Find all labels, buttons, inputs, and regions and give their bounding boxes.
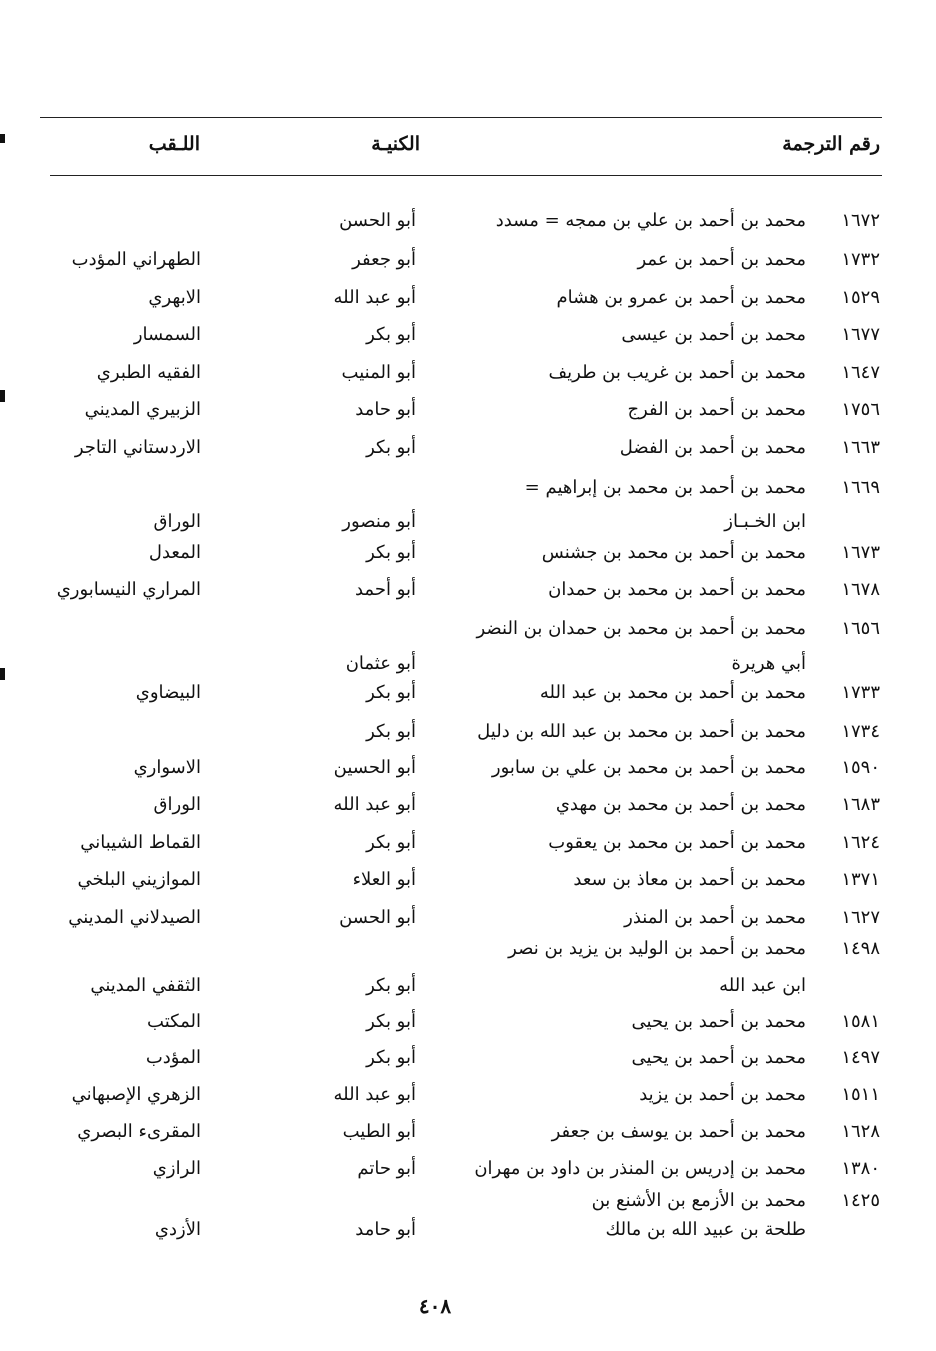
- entry-kunya: أبو الحسن: [339, 907, 416, 928]
- entry-kunya: أبو عثمان: [345, 653, 416, 674]
- entry-kunya: أبو أحمد: [354, 579, 416, 600]
- entry-name: ابن عبد الله: [719, 975, 806, 996]
- entry-laqab: البيضاوي: [135, 682, 201, 703]
- entry-laqab: المراري النيسابوري: [56, 579, 201, 600]
- column-header-kunya: الكنيـة: [371, 133, 420, 155]
- entry-name: محمد بن أحمد بن علي بن ممجه = مسدد: [495, 210, 806, 231]
- entry-name: محمد بن أحمد بن محمد بن حمدان: [548, 579, 806, 600]
- entry-number: ١٧٣٢: [841, 249, 880, 270]
- entry-name: محمد بن أحمد بن عيسى: [621, 324, 806, 345]
- entry-number: ١٥٩٠: [841, 757, 880, 778]
- entry-kunya: أبو بكر: [366, 542, 416, 563]
- entry-laqab: الأزدي: [154, 1219, 201, 1240]
- entry-laqab: الوراق: [153, 794, 201, 815]
- entry-number: ١٦٧٢: [841, 210, 880, 231]
- entry-number: ١٤٩٨: [841, 938, 880, 959]
- entry-laqab: المعدل: [148, 542, 201, 563]
- entry-number: ١٤٢٥: [841, 1190, 880, 1211]
- entry-number: ١٦٢٨: [841, 1121, 880, 1142]
- entry-laqab: الوراق: [153, 511, 201, 532]
- entry-name: ابن الخـبـاز: [724, 511, 806, 532]
- entry-laqab: المقرىء البصري: [77, 1121, 201, 1142]
- entry-laqab: الرازي: [152, 1158, 201, 1179]
- entry-name: محمد بن أحمد بن الفضل: [619, 437, 806, 458]
- entry-kunya: أبو حامد: [355, 1219, 416, 1240]
- entry-kunya: أبو بكر: [366, 682, 416, 703]
- entry-kunya: أبو حامد: [355, 399, 416, 420]
- entry-kunya: أبو بكر: [366, 721, 416, 742]
- entry-number: ١٧٣٤: [841, 721, 880, 742]
- entry-kunya: أبو عبد الله: [333, 287, 416, 308]
- entry-laqab: الزبيري المديني: [84, 399, 201, 420]
- entry-kunya: أبو بكر: [366, 437, 416, 458]
- scan-edge-mark: [0, 390, 5, 402]
- scan-edge-mark: [0, 134, 5, 143]
- entry-number: ١٣٨٠: [841, 1158, 880, 1179]
- entry-kunya: أبو بكر: [366, 1011, 416, 1032]
- entry-laqab: الموازيني البلخي: [77, 869, 201, 890]
- entry-kunya: أبو الطيب: [342, 1121, 416, 1142]
- entry-name: محمد بن أحمد بن محمد بن علي بن سابور: [491, 757, 806, 778]
- entry-name: طلحة بن عبيد الله بن مالك: [605, 1219, 806, 1240]
- entry-number: ١٤٩٧: [841, 1047, 880, 1068]
- entry-name: محمد بن أحمد بن محمد بن حمدان بن النضر: [476, 618, 806, 639]
- entry-laqab: الفقيه الطبري: [96, 362, 201, 383]
- entry-name: محمد بن أحمد بن يزيد: [639, 1084, 806, 1105]
- entry-laqab: السمسار: [133, 324, 201, 345]
- entry-name: محمد بن أحمد بن يحيى: [631, 1047, 806, 1068]
- entry-name: محمد بن أحمد بن محمد بن عبد الله: [539, 682, 806, 703]
- entry-kunya: أبو بكر: [366, 1047, 416, 1068]
- page-number: ٤٠٨: [418, 1294, 452, 1318]
- entry-kunya: أبو عبد الله: [333, 794, 416, 815]
- entry-laqab: الثقفي المديني: [90, 975, 201, 996]
- entry-number: ١٦٢٤: [841, 832, 880, 853]
- entry-kunya: أبو بكر: [366, 324, 416, 345]
- entry-number: ١٧٥٦: [841, 399, 880, 420]
- entry-number: ١٦٨٣: [841, 794, 880, 815]
- entry-number: ١٧٣٣: [841, 682, 880, 703]
- entry-number: ١٥٨١: [841, 1011, 880, 1032]
- entry-name: محمد بن الأزمع بن الأشنع بن: [591, 1190, 806, 1211]
- entry-name: محمد بن أحمد بن محمد بن جشنس: [541, 542, 806, 563]
- entry-name: محمد بن أحمد بن محمد بن عبد الله بن دليل: [477, 721, 806, 742]
- entry-name: محمد بن أحمد بن عمر: [637, 249, 806, 270]
- entry-name: أبي هريرة: [731, 653, 806, 674]
- entry-name: محمد بن أحمد بن يوسف بن جعفر: [551, 1121, 806, 1142]
- entry-kunya: أبو بكر: [366, 975, 416, 996]
- entry-laqab: المكتب: [147, 1011, 201, 1032]
- entry-name: محمد بن أحمد بن محمد بن مهدي: [555, 794, 806, 815]
- entry-number: ١٦٥٦: [841, 618, 880, 639]
- column-header-number: رقم الترجمة: [782, 133, 880, 155]
- entry-laqab: القماط الشيباني: [80, 832, 201, 853]
- entry-number: ١٣٧١: [841, 869, 880, 890]
- scan-edge-mark: [0, 668, 5, 680]
- entry-laqab: المؤدب: [145, 1047, 201, 1068]
- entry-name: محمد بن أحمد بن غريب بن طريف: [548, 362, 806, 383]
- entry-number: ١٥٢٩: [841, 287, 880, 308]
- entry-laqab: الاردستاني التاجر: [74, 437, 201, 458]
- entry-kunya: أبو عبد الله: [333, 1084, 416, 1105]
- entry-number: ١٦٧٧: [841, 324, 880, 345]
- entry-name: محمد بن أحمد بن المنذر: [624, 907, 806, 928]
- entry-name: محمد بن أحمد بن الوليد بن يزيد بن نصر: [508, 938, 806, 959]
- entry-number: ١٦٧٣: [841, 542, 880, 563]
- entry-number: ١٦٦٣: [841, 437, 880, 458]
- entry-name: محمد بن أحمد بن محمد بن إبراهيم =: [524, 477, 806, 498]
- column-header-laqab: اللـقب: [148, 133, 200, 155]
- entry-name: محمد بن أحمد بن معاذ بن سعد: [573, 869, 806, 890]
- entry-number: ١٦٦٩: [841, 477, 880, 498]
- entry-kunya: أبو الحسن: [339, 210, 416, 231]
- entry-number: ١٦٢٧: [841, 907, 880, 928]
- entry-kunya: أبو منصور: [342, 511, 416, 532]
- entry-laqab: الصيدلاني المديني: [68, 907, 201, 928]
- entry-laqab: الطهراني المؤدب: [71, 249, 201, 270]
- entry-number: ١٦٤٧: [841, 362, 880, 383]
- entry-laqab: الابهري: [148, 287, 201, 308]
- entry-name: محمد بن أحمد بن الفرج: [627, 399, 806, 420]
- entry-kunya: أبو الحسين: [333, 757, 416, 778]
- entry-number: ١٥١١: [841, 1084, 880, 1105]
- entry-name: محمد بن إدريس بن المنذر بن داود بن مهران: [474, 1158, 806, 1179]
- entry-kunya: أبو العلاء: [352, 869, 416, 890]
- entry-number: ١٦٧٨: [841, 579, 880, 600]
- entry-name: محمد بن أحمد بن يحيى: [631, 1011, 806, 1032]
- entry-kunya: أبو بكر: [366, 832, 416, 853]
- entry-kunya: أبو جعفر: [352, 249, 416, 270]
- entry-laqab: الاسواري: [133, 757, 201, 778]
- header-top-rule: [40, 117, 882, 118]
- entry-name: محمد بن أحمد بن عمرو بن هشام: [556, 287, 806, 308]
- entry-kunya: أبو المنيب: [341, 362, 416, 383]
- entry-name: محمد بن أحمد بن محمد بن يعقوب: [548, 832, 806, 853]
- entry-kunya: أبو حاتم: [357, 1158, 416, 1179]
- entry-laqab: الزهري الإصبهاني: [71, 1084, 201, 1105]
- header-bottom-rule: [50, 175, 882, 176]
